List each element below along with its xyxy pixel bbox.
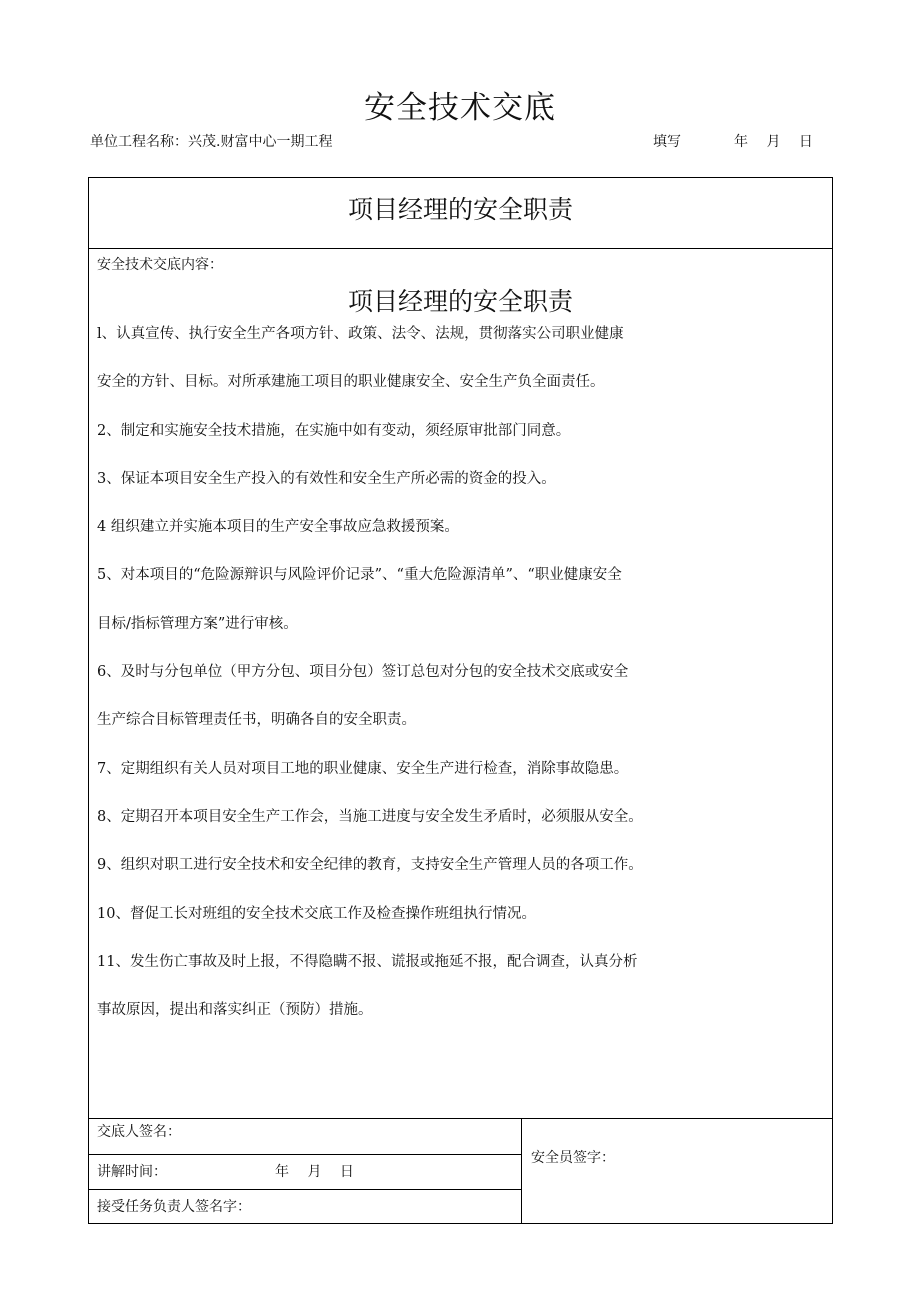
fill-label: 填写 bbox=[653, 134, 681, 150]
duty-line: 7、定期组织有关人员对项目工地的职业健康、安全生产进行检查，消除事故隐患。 bbox=[97, 760, 629, 777]
duty-line: 2、制定和实施安全技术措施，在实施中如有变动，须经原审批部门同意。 bbox=[97, 422, 571, 439]
duty-line: 10、督促工长对班组的安全技术交底工作及检查操作班组执行情况。 bbox=[97, 905, 536, 922]
signature-left-column bbox=[89, 1119, 522, 1224]
document-title: 安全技术交底 bbox=[364, 90, 556, 126]
duty-line: 9、组织对职工进行安全技术和安全纪律的教育，支持安全生产管理人员的各项工作。 bbox=[97, 857, 643, 874]
receiver-signature-label: 接受任务负责人签名字： bbox=[97, 1199, 251, 1215]
fill-date: 年 月 日 bbox=[734, 134, 813, 150]
table-header-row bbox=[89, 178, 832, 249]
safety-officer-signature-label: 安全员签字： bbox=[531, 1150, 615, 1166]
duty-line: l、认真宣传、执行安全生产各项方针、政策、法令、法规，贯彻落实公司职业健康 bbox=[97, 326, 624, 342]
duty-line: 5、对本项目的“危险源辩识与风险评价记录”、“重大危险源清单”、“职业健康安全 bbox=[97, 567, 622, 584]
duty-list bbox=[97, 322, 817, 1046]
duty-line: 目标/指标管理方案”进行审核。 bbox=[97, 615, 298, 632]
duty-line: 生产综合目标管理责任书，明确各自的安全职责。 bbox=[97, 712, 416, 729]
explain-time-date: 年 月 日 bbox=[275, 1164, 354, 1180]
duty-line: 8、定期召开本项目安全生产工作会，当施工进度与安全发生矛盾时，必须服从安全。 bbox=[97, 808, 643, 825]
duty-line: 事故原因，提出和落实纠正（预防）措施。 bbox=[97, 1002, 373, 1019]
duty-line: 6、及时与分包单位（甲方分包、项目分包）签订总包对分包的安全技术交底或安全 bbox=[97, 664, 629, 681]
duty-line: 4 组织建立并实施本项目的生产安全事故应急救援预案。 bbox=[97, 519, 459, 536]
duty-line: 11、发生伤亡事故及时上报，不得隐瞒不报、谎报或拖延不报，配合调查，认真分析 bbox=[97, 953, 638, 970]
signature-section bbox=[89, 1118, 832, 1224]
briefing-table bbox=[88, 177, 833, 1224]
explain-time-label: 讲解时间： bbox=[97, 1164, 167, 1180]
duty-line: 安全的方针、目标。对所承建施工项目的职业健康安全、安全生产负全面责任。 bbox=[97, 374, 605, 391]
presenter-signature-row bbox=[89, 1119, 521, 1155]
table-header-title: 项目经理的安全职责 bbox=[347, 195, 573, 224]
duty-line: 3、保证本项目安全生产投入的有效性和安全生产所必需的资金的投入。 bbox=[97, 470, 556, 487]
receiver-signature-row bbox=[89, 1190, 521, 1224]
presenter-signature-label: 交底人签名： bbox=[97, 1124, 181, 1140]
explain-time-row bbox=[89, 1155, 521, 1190]
content-title: 项目经理的安全职责 bbox=[347, 287, 573, 316]
content-label: 安全技术交底内容： bbox=[97, 257, 223, 273]
project-name: 单位工程名称：兴茂.财富中心一期工程 bbox=[90, 134, 333, 150]
